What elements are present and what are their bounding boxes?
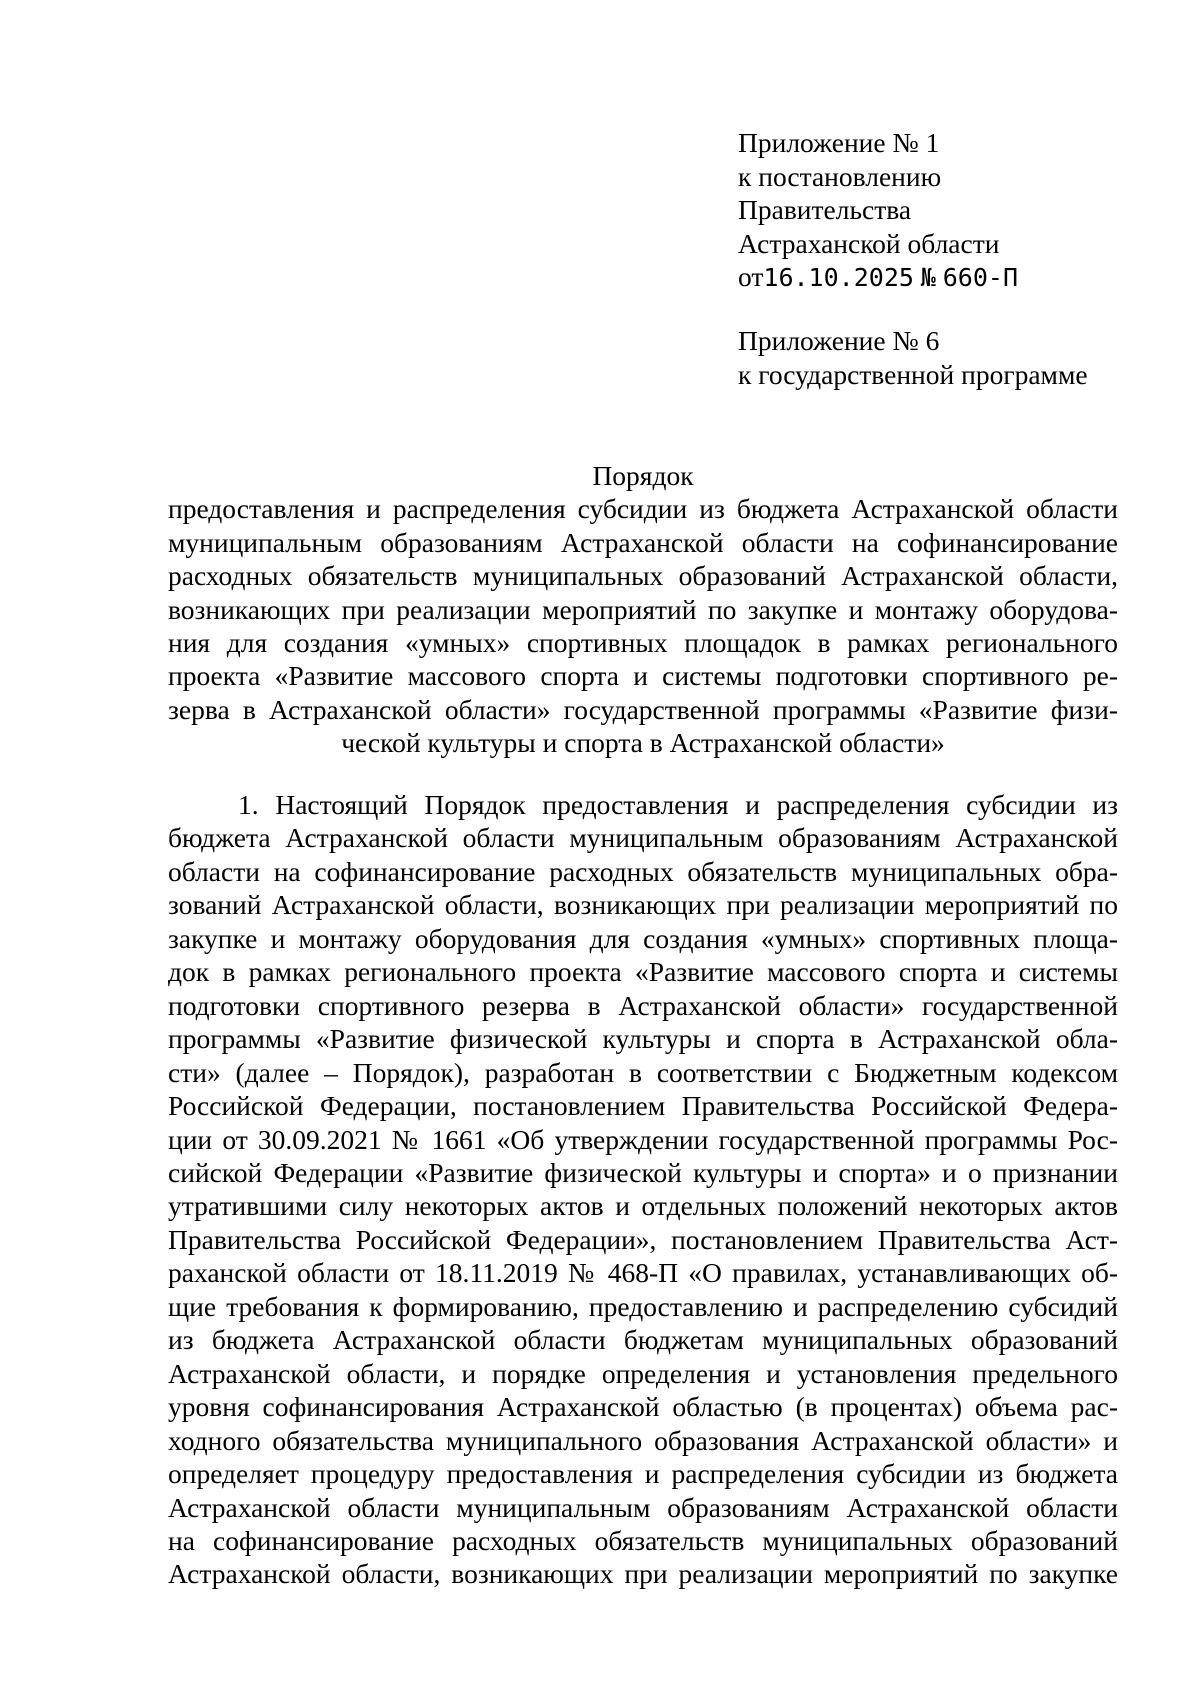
- body-line: Астраханской области, и порядке определения и установления предельного: [168, 1357, 1118, 1389]
- body-line: Астраханской области, возникающих при реализации мероприятий по закупке: [168, 1558, 1118, 1590]
- title-line: предоставления и распределения субсидии из бюджета Астраханской области: [168, 493, 1118, 525]
- appendix-1-line: Правительства: [738, 194, 912, 225]
- document-body: [168, 788, 1118, 1591]
- decree-date-line: [738, 260, 1018, 295]
- body-line: ходного обязательства муниципального образования Астраханской области» и: [168, 1424, 1118, 1456]
- number-sign: №: [920, 263, 936, 292]
- body-line: ции от 30.09.2021 № 1661 «Об утверждении государственной программы Рос-: [168, 1123, 1118, 1155]
- body-line: программы «Развитие физической культуры и спорта в Астраханской обла-: [168, 1023, 1118, 1055]
- body-line: определяет процедуру предоставления и распределения субсидии из бюджета: [168, 1458, 1118, 1490]
- body-line: бюджета Астраханской области муниципальным образованиям Астраханской: [168, 822, 1118, 854]
- title-line: зерва в Астраханской области» государственной программы «Развитие физи-: [168, 693, 1118, 725]
- title-line: муниципальным образованиям Астраханской области на софинансирование: [168, 526, 1118, 558]
- title-line: возникающих при реализации мероприятий по закупке и монтажу оборудова-: [168, 593, 1118, 625]
- body-line: области на софинансирование расходных обязательств муниципальных обра-: [168, 855, 1118, 887]
- date-prefix: от: [738, 261, 764, 292]
- appendix-6-header: [738, 324, 1088, 391]
- title-line: ния для создания «умных» спортивных площадок в рамках регионального: [168, 627, 1118, 659]
- appendix-1-line: к постановлению: [738, 160, 942, 192]
- appendix-1-line: Астраханской области: [738, 227, 1000, 259]
- body-line: раханской области от 18.11.2019 № 468-П «О правилах, устанавливающих об-: [168, 1257, 1118, 1289]
- body-line: утратившими силу некоторых актов и отдельных положений некоторых актов: [168, 1190, 1118, 1222]
- body-line: 1. Настоящий Порядок предоставления и распределения субсидии из: [238, 789, 1118, 820]
- body-line: на софинансирование расходных обязательств муниципальных образований: [168, 1524, 1118, 1556]
- body-line: подготовки спортивного резерва в Астраханской области» государственной: [168, 989, 1118, 1021]
- title-line: ческой культуры и спорта в Астраханской области»: [341, 727, 945, 759]
- decree-number: 660-П: [942, 263, 1018, 292]
- body-line: из бюджета Астраханской области бюджетам муниципальных образований: [168, 1324, 1118, 1356]
- body-line: сийской Федерации «Развитие физической культуры и спорта» и о признании: [168, 1156, 1118, 1188]
- body-line: Астраханской области муниципальным образованиям Астраханской области: [168, 1491, 1118, 1523]
- title-line: расходных обязательств муниципальных образований Астраханской области,: [168, 560, 1118, 592]
- body-line: зований Астраханской области, возникающих при реализации мероприятий по: [168, 889, 1118, 921]
- body-line: сти» (далее – Порядок), разработан в соответствии с Бюджетным кодексом: [168, 1056, 1118, 1088]
- appendix-6-line: к государственной программе: [738, 358, 1088, 390]
- title-line: проекта «Развитие массового спорта и системы подготовки спортивного ре-: [168, 660, 1118, 692]
- document-title: [168, 459, 1118, 760]
- body-line: уровня софинансирования Астраханской областью (в процентах) объема рас-: [168, 1391, 1118, 1423]
- decree-date: 16.10.2025: [763, 263, 914, 292]
- body-line: Российской Федерации, постановлением Правительства Российской Федера-: [168, 1090, 1118, 1122]
- appendix-6-line: Приложение № 6: [738, 325, 940, 356]
- body-line: закупке и монтажу оборудования для создания «умных» спортивных площа-: [168, 922, 1118, 954]
- title-heading: Порядок: [592, 460, 694, 491]
- body-line: Правительства Российской Федерации», постановлением Правительства Аст-: [168, 1223, 1118, 1255]
- appendix-1-header: [738, 126, 1018, 295]
- body-line: док в рамках регионального проекта «Развитие массового спорта и системы: [168, 956, 1118, 988]
- body-line: щие требования к формированию, предоставлению и распределению субсидий: [168, 1290, 1118, 1322]
- appendix-1-line: Приложение № 1: [738, 127, 940, 158]
